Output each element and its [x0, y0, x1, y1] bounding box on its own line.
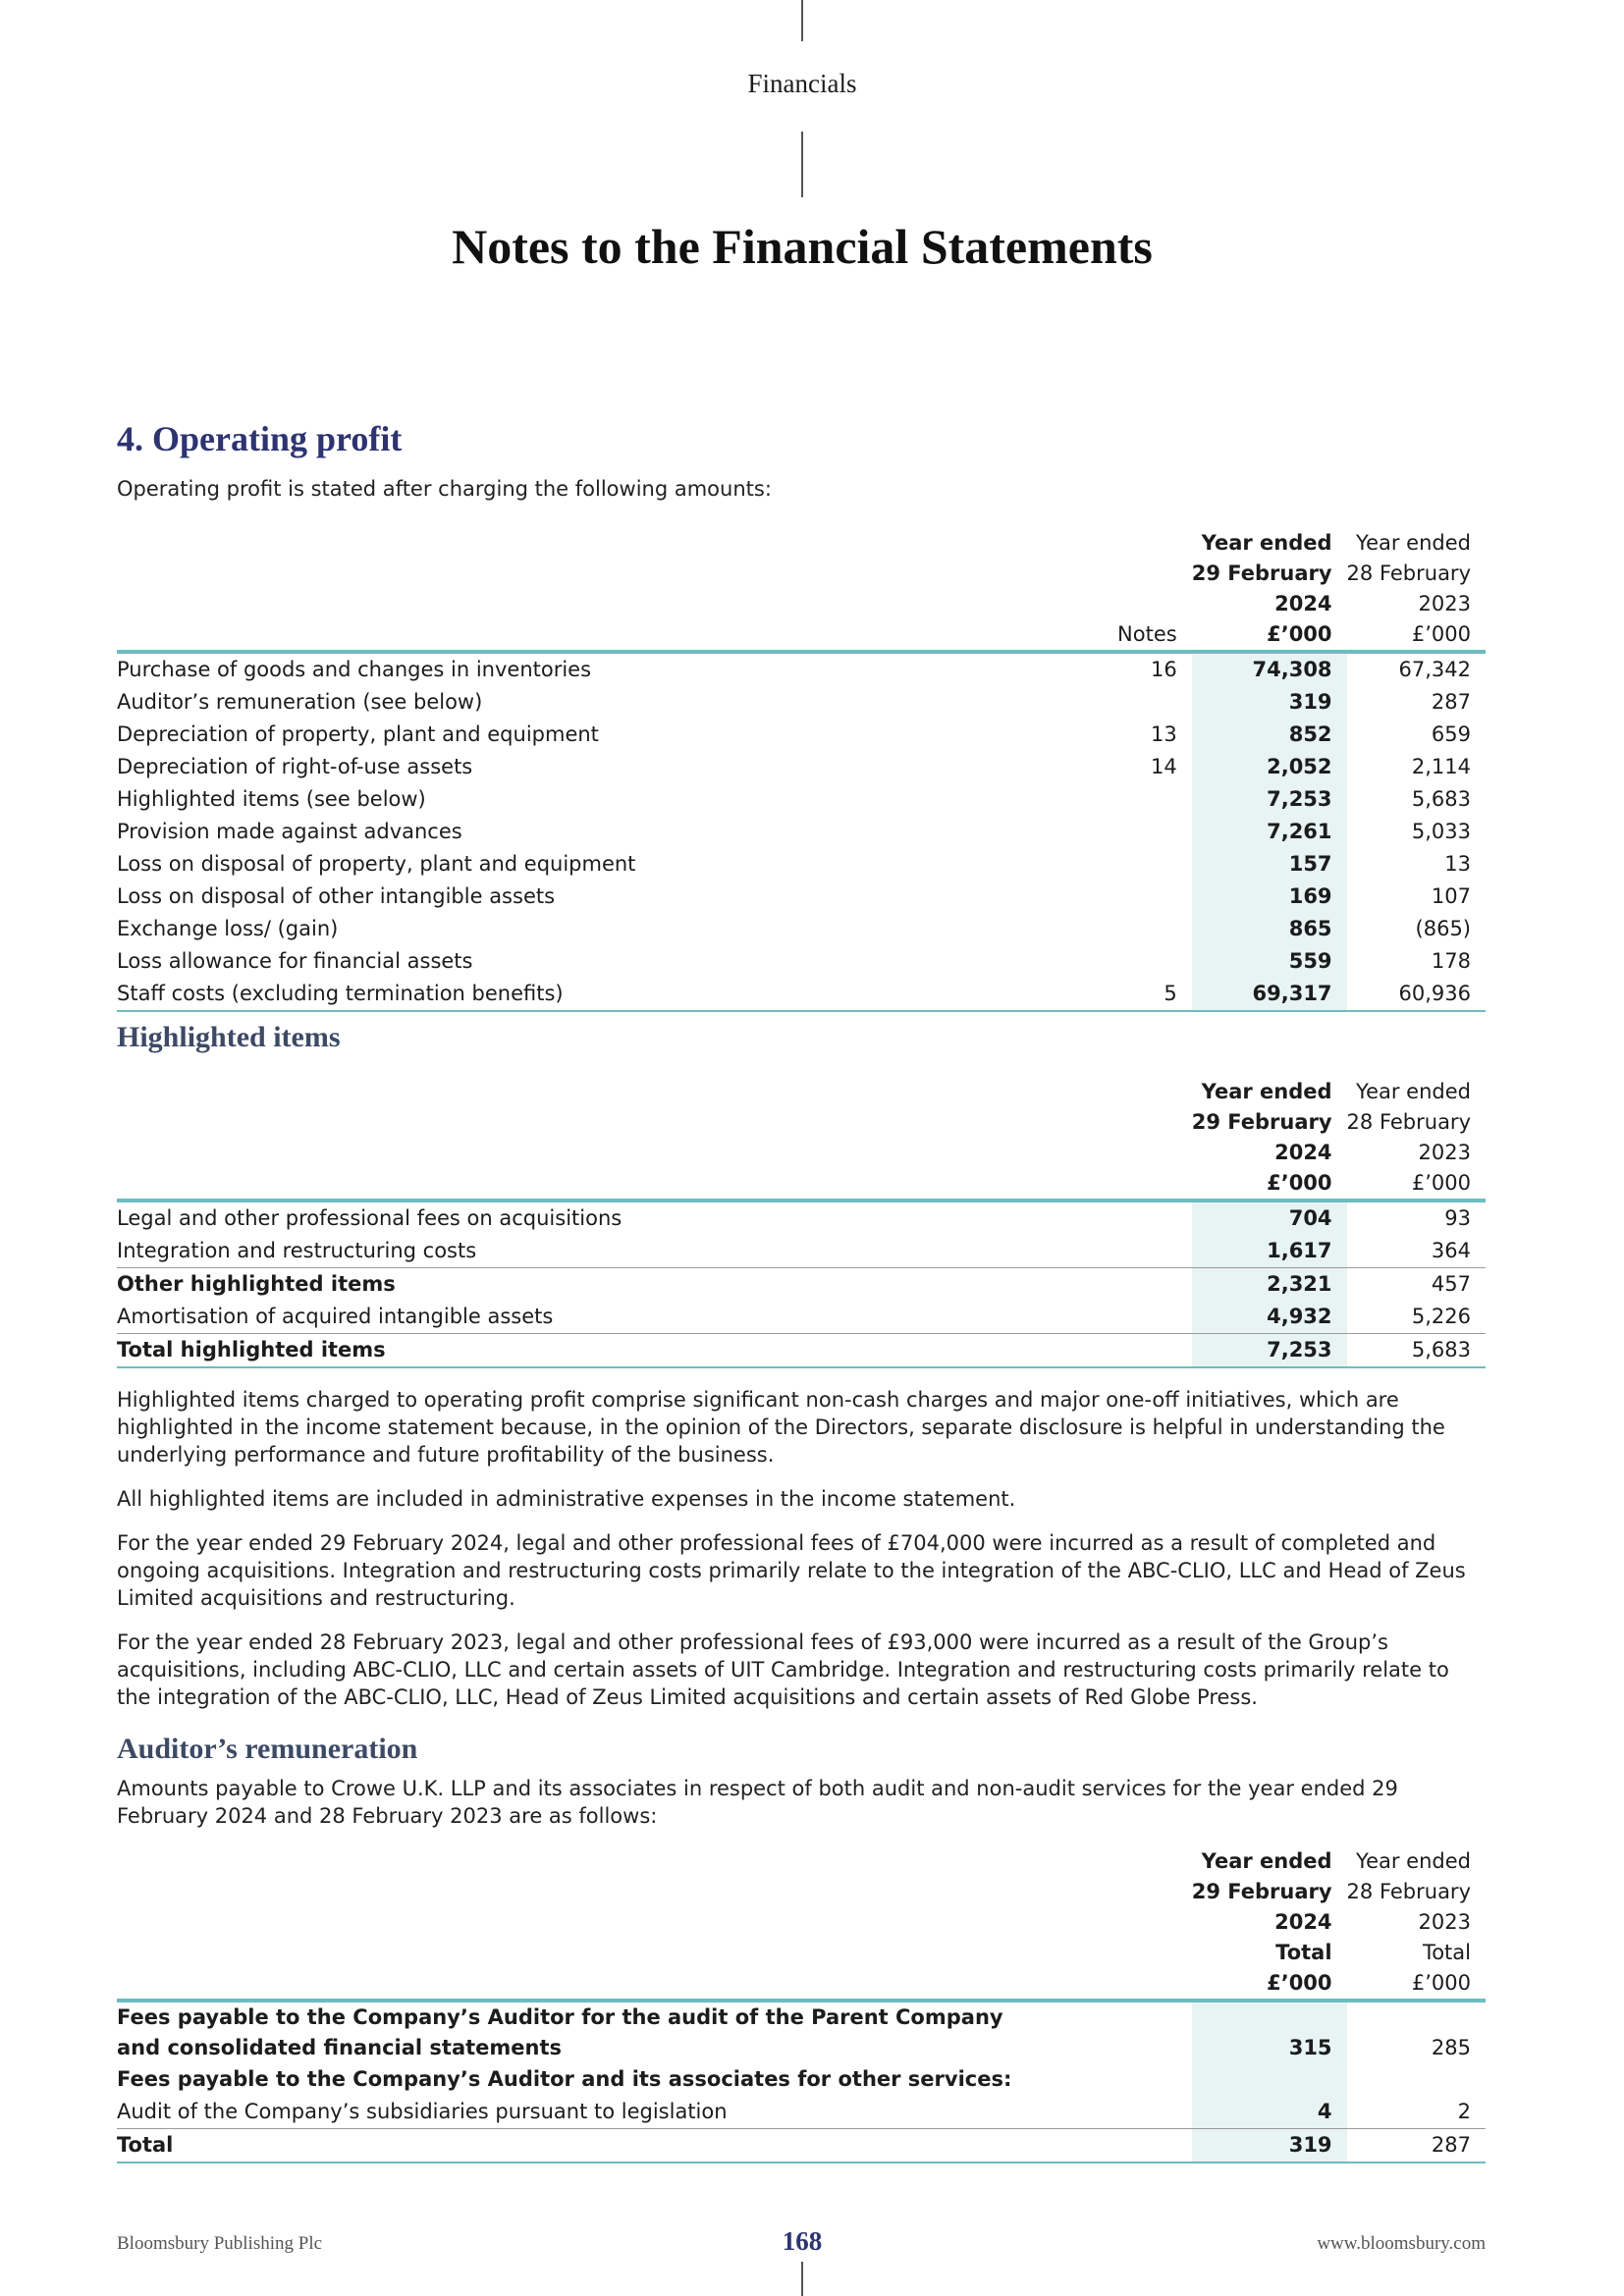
- row-note: 14: [1150, 755, 1177, 778]
- current-year-header: Year ended: [1201, 1849, 1332, 1873]
- row-label: Staff costs (excluding termination benefits): [117, 978, 963, 1011]
- table-row: [117, 783, 1486, 816]
- notes-column-header: Notes: [963, 619, 1192, 652]
- operating-profit-table: [117, 528, 1486, 1012]
- prior-year-header: 2023: [1418, 1910, 1471, 1934]
- prior-year-header: Year ended: [1356, 1080, 1471, 1103]
- row-label: Total: [117, 2129, 1023, 2163]
- current-year-header: £’000: [1192, 1968, 1347, 2001]
- table-row: [117, 945, 1486, 978]
- row-label: Legal and other professional fees on acquisitions: [117, 1206, 623, 1230]
- row-label: Amortisation of acquired intangible assets: [117, 1305, 554, 1328]
- row-prior-value: 5,683: [1411, 787, 1471, 811]
- row-note: 13: [1150, 722, 1177, 746]
- footer-publisher: Bloomsbury Publishing Plc: [117, 2233, 323, 2254]
- row-label: Other highlighted items: [117, 1268, 968, 1302]
- row-current-value: 2,052: [1192, 751, 1347, 783]
- prior-year-header: 28 February: [1346, 1880, 1471, 1903]
- current-year-header: Total: [1275, 1941, 1332, 1964]
- row-current-value: 7,261: [1192, 816, 1347, 848]
- row-label: Highlighted items (see below): [117, 787, 426, 811]
- page-title: Notes to the Financial Statements: [452, 219, 1153, 274]
- row-label: Audit of the Company’s subsidiaries pursuant to legislation: [117, 2100, 728, 2123]
- table-row: [117, 881, 1486, 913]
- footer-website: www.bloomsbury.com: [1317, 2233, 1486, 2254]
- row-prior-value: [1347, 2063, 1486, 2096]
- total-row: [117, 2129, 1486, 2163]
- row-current-value: 704: [1192, 1201, 1347, 1235]
- row-prior-value: 287: [1347, 2129, 1486, 2163]
- auditor-remuneration-table: [117, 1846, 1486, 2163]
- row-label: Total highlighted items: [117, 1334, 968, 1368]
- table-row: [117, 848, 1486, 881]
- row-prior-value: 178: [1431, 949, 1471, 973]
- row-label: Auditor’s remuneration (see below): [117, 690, 483, 714]
- row-prior-value: 93: [1444, 1206, 1471, 1230]
- auditor-intro: Amounts payable to Crowe U.K. LLP and its associates in respect of both audit and non-audit services for the year ended 29 February 2024 and 28 February 2023 are as follows:: [117, 1777, 1398, 1828]
- prior-year-header: £’000: [1347, 1968, 1486, 2001]
- row-current-value: [1192, 2063, 1347, 2096]
- current-year-header: Year ended: [1201, 1080, 1332, 1103]
- highlighted-items-heading: Highlighted items: [117, 1021, 341, 1053]
- highlighted-paragraph: For the year ended 28 February 2023, legal and other professional fees of £93,000 were incurred as a result of the Group’s acquisitions, including ABC-CLIO, LLC and certain assets of UIT Cambridge. Integration and restructuring costs primarily relate to the integration of the ABC-CLIO, LLC, Head of Zeus Limited acquisitions and certain assets of Red Globe Press.: [117, 1630, 1449, 1709]
- page-number: 168: [782, 2226, 823, 2256]
- total-row: [117, 1334, 1486, 1368]
- prior-year-header: Total: [1422, 1941, 1471, 1964]
- row-prior-value: 107: [1431, 884, 1471, 908]
- row-current-value: 865: [1192, 913, 1347, 945]
- subtotal-row: [117, 1268, 1486, 1302]
- row-current-value: 69,317: [1192, 978, 1347, 1011]
- row-prior-value: 5,683: [1347, 1334, 1486, 1368]
- row-prior-value: 2: [1457, 2100, 1471, 2123]
- prior-year-header: 2023: [1418, 1141, 1471, 1164]
- row-current-value: 315: [1192, 2001, 1347, 2063]
- row-current-value: 157: [1192, 848, 1347, 881]
- row-label: Exchange loss/ (gain): [117, 917, 339, 940]
- row-prior-value: 457: [1347, 1268, 1486, 1302]
- note-4-heading: 4. Operating profit: [117, 419, 403, 458]
- current-year-header: 2024: [1274, 1910, 1332, 1934]
- row-label: Provision made against advances: [117, 820, 462, 843]
- table-row: [117, 652, 1486, 686]
- row-current-value: 7,253: [1192, 783, 1347, 816]
- prior-year-header: Year ended: [1356, 1849, 1471, 1873]
- current-year-header: 29 February: [1191, 1880, 1332, 1903]
- row-current-value: 319: [1192, 686, 1347, 719]
- row-current-value: 319: [1192, 2129, 1347, 2163]
- table-row: [117, 2063, 1486, 2096]
- row-prior-value: 60,936: [1347, 978, 1486, 1011]
- prior-year-header: Year ended: [1356, 531, 1471, 555]
- prior-year-header: £’000: [1347, 619, 1486, 652]
- row-prior-value: 5,226: [1411, 1305, 1471, 1328]
- row-prior-value: 659: [1431, 722, 1471, 746]
- current-year-header: 29 February: [1191, 1110, 1332, 1134]
- highlighted-paragraph: Highlighted items charged to operating profit comprise significant non-cash charges and major one-off initiatives, which are highlighted in the income statement because, in the opinion of the Directors, separate disclosure is helpful in understanding the underlying performance and future profitability of the business.: [117, 1388, 1445, 1467]
- table-row: [117, 751, 1486, 783]
- row-prior-value: 13: [1444, 852, 1471, 876]
- row-prior-value: 287: [1431, 690, 1471, 714]
- table-row: [117, 913, 1486, 945]
- row-note: [963, 848, 1192, 881]
- highlighted-items-table: [117, 1077, 1486, 1368]
- current-year-header: £’000: [1192, 619, 1347, 652]
- prior-year-header: £’000: [1347, 1168, 1486, 1201]
- section-label: Financials: [747, 69, 857, 98]
- row-label: Depreciation of right-of-use assets: [117, 755, 473, 778]
- table-row: [117, 816, 1486, 848]
- prior-year-header: 2023: [1418, 592, 1471, 615]
- row-prior-value: 364: [1431, 1239, 1471, 1262]
- row-current-value: 169: [1192, 881, 1347, 913]
- row-label: Loss on disposal of other intangible assets: [117, 884, 556, 908]
- row-current-value: 2,321: [1192, 1268, 1347, 1302]
- header-divider-line: [801, 132, 803, 197]
- row-note: [963, 913, 1192, 945]
- table-row: [117, 2096, 1486, 2129]
- table-row: [117, 2001, 1486, 2063]
- row-label: and consolidated financial statements: [117, 2036, 563, 2059]
- row-note: [963, 945, 1192, 978]
- row-prior-value: 2,114: [1411, 755, 1471, 778]
- row-label: Loss allowance for financial assets: [117, 949, 473, 973]
- row-current-value: 4,932: [1192, 1301, 1347, 1334]
- row-prior-value: 5,033: [1411, 820, 1471, 843]
- current-year-header: 29 February: [1191, 561, 1332, 585]
- row-current-value: 7,253: [1192, 1334, 1347, 1368]
- row-label: Depreciation of property, plant and equipment: [117, 722, 599, 746]
- highlighted-paragraph: All highlighted items are included in administrative expenses in the income statement.: [117, 1487, 1016, 1511]
- row-current-value: 4: [1192, 2096, 1347, 2129]
- auditor-remuneration-heading: Auditor’s remuneration: [117, 1733, 418, 1765]
- row-current-value: 852: [1192, 719, 1347, 751]
- table-row: [117, 719, 1486, 751]
- current-year-header: 2024: [1274, 592, 1332, 615]
- row-note: [963, 881, 1192, 913]
- current-year-header: Year ended: [1201, 531, 1332, 555]
- row-note: 5: [963, 978, 1192, 1011]
- row-current-value: 559: [1192, 945, 1347, 978]
- row-note: [963, 686, 1192, 719]
- row-label: Fees payable to the Company’s Auditor for the audit of the Parent Company: [117, 2005, 1003, 2029]
- row-prior-value: (865): [1415, 917, 1471, 940]
- row-note: [963, 816, 1192, 848]
- row-label: Purchase of goods and changes in inventories: [117, 658, 592, 681]
- prior-year-header: 28 February: [1346, 561, 1471, 585]
- table-row: [117, 686, 1486, 719]
- table-row: [117, 1235, 1486, 1268]
- row-prior-value: 67,342: [1398, 658, 1471, 681]
- top-divider-line: [801, 0, 803, 41]
- table-header-row: [117, 528, 1486, 559]
- row-label: Loss on disposal of property, plant and equipment: [117, 852, 636, 876]
- row-label: Integration and restructuring costs: [117, 1239, 477, 1262]
- highlighted-paragraph: For the year ended 29 February 2024, legal and other professional fees of £704,000 were incurred as a result of completed and ongoing acquisitions. Integration and restructuring costs primarily relate to the integration of the ABC-CLIO, LLC and Head of Zeus Limited acquisitions and restructuring.: [117, 1531, 1466, 1610]
- table-row: [117, 978, 1486, 1011]
- note-4-intro: Operating profit is stated after charging the following amounts:: [117, 477, 772, 501]
- current-year-header: 2024: [1274, 1141, 1332, 1164]
- prior-year-header: 28 February: [1346, 1110, 1471, 1134]
- row-note: 16: [1150, 658, 1177, 681]
- bottom-divider-line: [801, 2262, 803, 2296]
- row-note: [963, 783, 1192, 816]
- row-label: Fees payable to the Company’s Auditor and its associates for other services:: [117, 2067, 1012, 2091]
- row-current-value: 74,308: [1192, 652, 1347, 686]
- table-row: [117, 1301, 1486, 1334]
- row-current-value: 1,617: [1192, 1235, 1347, 1268]
- current-year-header: £’000: [1192, 1168, 1347, 1201]
- row-prior-value: 285: [1431, 2036, 1471, 2059]
- table-row: [117, 1201, 1486, 1235]
